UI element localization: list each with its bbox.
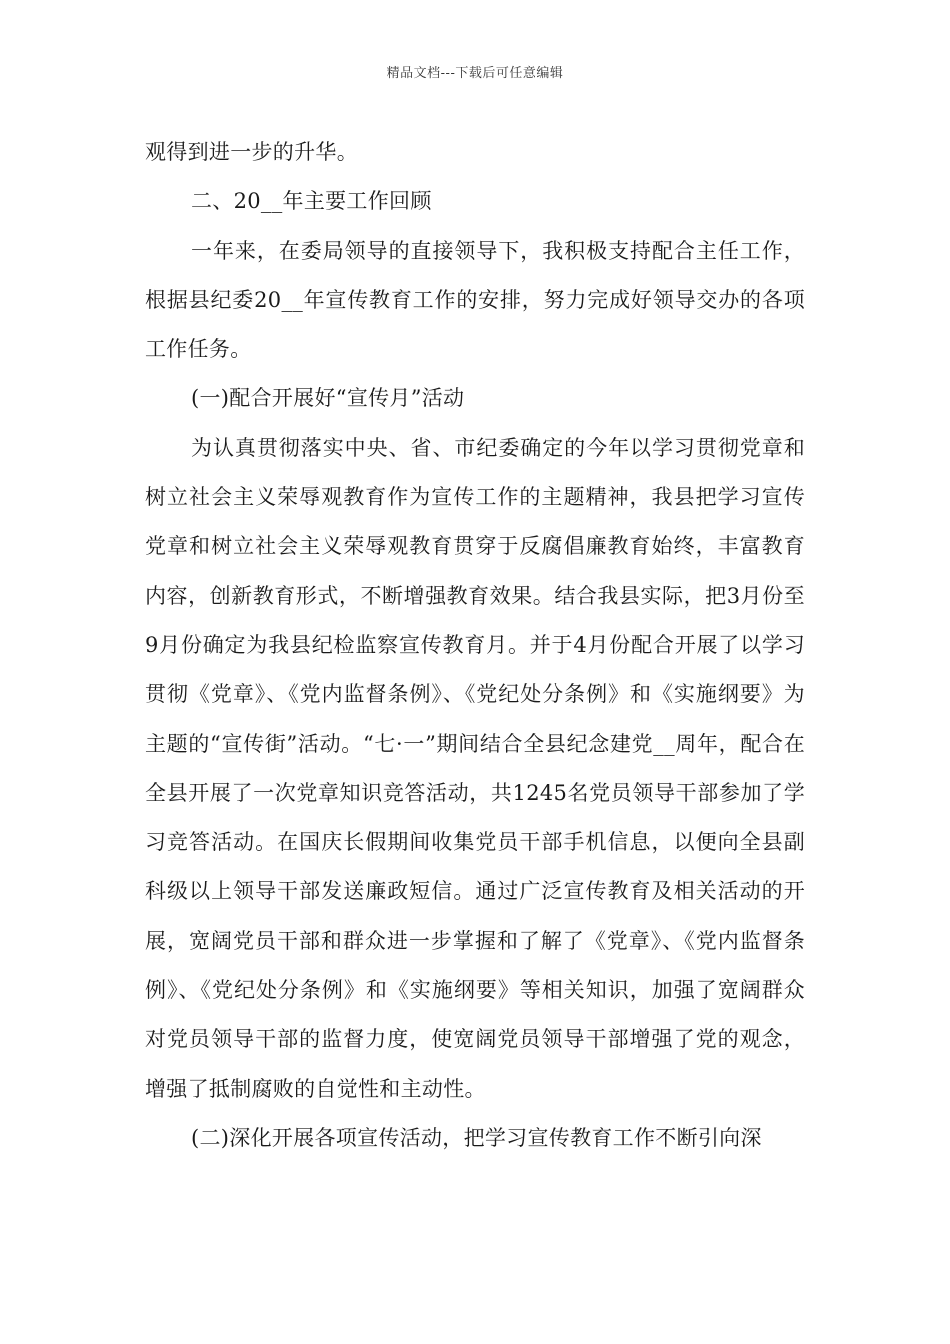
page-header: 精品文档---下载后可任意编辑: [386, 66, 564, 81]
document-body: [145, 128, 805, 1163]
subsection-heading-1: (一)配合开展好“宣传月”活动: [191, 386, 465, 411]
subsection-heading-2: (二)深化开展各项宣传活动，把学习宣传教育工作不断引向深: [191, 1125, 762, 1150]
paragraph-5: 为认真贯彻落实中央、省、市纪委确定的今年以学习贯彻党章和树立社会主义荣辱观教育作为宣传工作的主题精神，我县把学习宣传党章和树立社会主义荣辱观教育贯穿于反腐倡廉教育始终，丰富教育内容，创新教育形式，不断增强教育效果。结合我县实际，把3月份至9月份确定为我县纪检监察宣传教育月。并于4月份配合开展了以学习贯彻《党章》、《党内监督条例》、《党纪处分条例》和《实施纲要》为主题的“宣传街”活动。“七·一”期间结合全县纪念建党__周年，配合在全县开展了一次党章知识竞答活动，共1245名党员领导干部参加了学习竞答活动。在国庆长假期间收集党员干部手机信息，以便向全县副科级以上领导干部发送廉政短信。通过广泛宣传教育及相关活动的开展，宽阔党员干部和群众进一步掌握和了解了《党章》、《党内监督条例》、《党纪处分条例》和《实施纲要》等相关知识，加强了宽阔群众对党员领导干部的监督力度，使宽阔党员领导干部增强了党的观念，增强了抵制腐败的自觉性和主动性。: [145, 435, 805, 1101]
section-heading-2: 二、20__年主要工作回顾: [191, 189, 432, 214]
paragraph-3: 一年来，在委局领导的直接领导下，我积极支持配合主任工作，根据县纪委20__年宣传教育工作的安排，努力完成好领导交办的各项工作任务。: [145, 238, 805, 362]
paragraph-1: 观得到进一步的升华。: [145, 140, 358, 164]
